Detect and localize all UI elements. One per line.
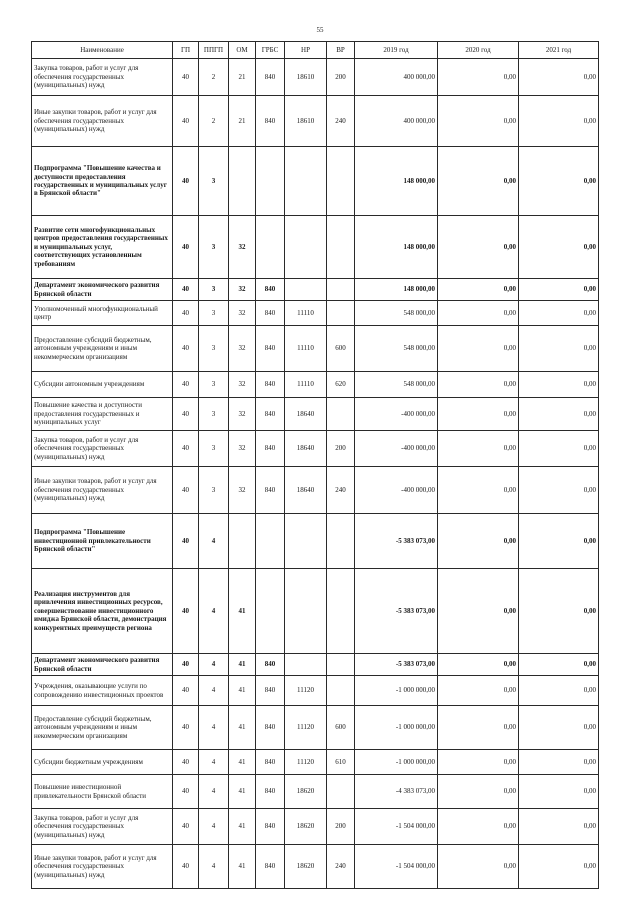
page-number: 55 [316, 26, 324, 34]
cell-y2019: -400 000,00 [355, 467, 438, 514]
cell-om: 41 [229, 809, 256, 845]
cell-ppgp: 4 [199, 775, 229, 809]
cell-vr: 600 [327, 326, 355, 372]
cell-y2020: 0,00 [438, 809, 519, 845]
cell-grbs: 840 [256, 676, 285, 706]
table-row [32, 676, 599, 706]
cell-y2021: 0,00 [519, 279, 599, 301]
cell-om: 41 [229, 775, 256, 809]
cell-y2021: 0,00 [519, 398, 599, 431]
cell-vr: 200 [327, 59, 355, 96]
cell-om: 41 [229, 676, 256, 706]
cell-gp: 40 [173, 59, 199, 96]
table-header-row [32, 42, 599, 59]
cell-name: Иные закупки товаров, работ и услуг для обеспечения государственных (муниципальных) нужд [32, 845, 173, 889]
cell-grbs: 840 [256, 301, 285, 326]
cell-name: Предоставление субсидий бюджетным, автономным учреждениям и иным некоммерческим организациям [32, 326, 173, 372]
cell-ppgp: 4 [199, 750, 229, 775]
cell-gp: 40 [173, 326, 199, 372]
cell-y2021: 0,00 [519, 676, 599, 706]
cell-y2021: 0,00 [519, 431, 599, 467]
cell-ppgp: 2 [199, 96, 229, 147]
col-header-2019: 2019 год [355, 42, 438, 59]
cell-gp: 40 [173, 775, 199, 809]
cell-y2019: 400 000,00 [355, 59, 438, 96]
cell-vr: 200 [327, 431, 355, 467]
cell-y2019: -1 504 000,00 [355, 809, 438, 845]
cell-vr: 600 [327, 706, 355, 750]
cell-vr: 240 [327, 467, 355, 514]
cell-name: Департамент экономического развития Брянской области [32, 654, 173, 676]
cell-y2019: -4 383 073,00 [355, 775, 438, 809]
cell-ppgp: 3 [199, 326, 229, 372]
cell-ppgp: 4 [199, 569, 229, 654]
cell-np: 18640 [285, 398, 327, 431]
cell-np: 11120 [285, 750, 327, 775]
cell-om: 32 [229, 372, 256, 398]
cell-np: 18620 [285, 809, 327, 845]
cell-ppgp: 3 [199, 279, 229, 301]
cell-om: 32 [229, 326, 256, 372]
cell-ppgp: 3 [199, 467, 229, 514]
cell-y2020: 0,00 [438, 398, 519, 431]
cell-om [229, 514, 256, 569]
cell-ppgp: 2 [199, 59, 229, 96]
cell-y2019: -1 000 000,00 [355, 750, 438, 775]
cell-name: Субсидии бюджетным учреждениям [32, 750, 173, 775]
cell-y2020: 0,00 [438, 326, 519, 372]
cell-np: 18620 [285, 775, 327, 809]
cell-gp: 40 [173, 147, 199, 216]
col-header-vr: ВР [327, 42, 355, 59]
cell-y2020: 0,00 [438, 301, 519, 326]
cell-ppgp: 4 [199, 809, 229, 845]
cell-grbs: 840 [256, 59, 285, 96]
cell-om: 41 [229, 750, 256, 775]
cell-y2021: 0,00 [519, 654, 599, 676]
cell-y2021: 0,00 [519, 326, 599, 372]
cell-grbs [256, 514, 285, 569]
cell-vr [327, 569, 355, 654]
cell-name: Закупка товаров, работ и услуг для обеспечения государственных (муниципальных) нужд [32, 431, 173, 467]
cell-y2019: -5 383 073,00 [355, 569, 438, 654]
cell-y2021: 0,00 [519, 750, 599, 775]
cell-grbs [256, 147, 285, 216]
cell-y2021: 0,00 [519, 96, 599, 147]
cell-gp: 40 [173, 431, 199, 467]
cell-name: Закупка товаров, работ и услуг для обеспечения государственных (муниципальных) нужд [32, 59, 173, 96]
table-row [32, 147, 599, 216]
cell-y2019: 148 000,00 [355, 279, 438, 301]
cell-np: 18640 [285, 431, 327, 467]
cell-om: 41 [229, 569, 256, 654]
cell-np: 11120 [285, 706, 327, 750]
cell-grbs [256, 569, 285, 654]
cell-om: 41 [229, 654, 256, 676]
cell-grbs: 840 [256, 845, 285, 889]
cell-vr [327, 398, 355, 431]
cell-y2020: 0,00 [438, 676, 519, 706]
cell-y2021: 0,00 [519, 147, 599, 216]
cell-y2020: 0,00 [438, 96, 519, 147]
cell-om [229, 147, 256, 216]
cell-name: Повышение качества и доступности предоставления государственных и муниципальных услуг [32, 398, 173, 431]
cell-gp: 40 [173, 216, 199, 279]
cell-grbs: 840 [256, 750, 285, 775]
cell-vr: 240 [327, 96, 355, 147]
cell-grbs: 840 [256, 809, 285, 845]
cell-om: 32 [229, 279, 256, 301]
cell-vr: 240 [327, 845, 355, 889]
cell-y2021: 0,00 [519, 59, 599, 96]
cell-y2020: 0,00 [438, 216, 519, 279]
cell-grbs: 840 [256, 96, 285, 147]
cell-gp: 40 [173, 569, 199, 654]
cell-om: 32 [229, 301, 256, 326]
cell-np: 11120 [285, 676, 327, 706]
cell-y2021: 0,00 [519, 569, 599, 654]
cell-om: 41 [229, 845, 256, 889]
cell-ppgp: 3 [199, 398, 229, 431]
table-row [32, 809, 599, 845]
col-header-name: Наименование [32, 42, 173, 59]
col-header-np: НР [285, 42, 327, 59]
cell-om: 32 [229, 431, 256, 467]
cell-vr [327, 676, 355, 706]
table-row [32, 775, 599, 809]
col-header-2020: 2020 год [438, 42, 519, 59]
cell-y2020: 0,00 [438, 147, 519, 216]
cell-y2021: 0,00 [519, 372, 599, 398]
cell-name: Предоставление субсидий бюджетным, автономным учреждениям и иным некоммерческим организациям [32, 706, 173, 750]
table-row [32, 279, 599, 301]
cell-vr: 610 [327, 750, 355, 775]
cell-grbs: 840 [256, 775, 285, 809]
table-row [32, 372, 599, 398]
cell-grbs: 840 [256, 398, 285, 431]
cell-vr [327, 301, 355, 326]
cell-vr [327, 216, 355, 279]
col-header-grbs: ГРБС [256, 42, 285, 59]
cell-ppgp: 4 [199, 676, 229, 706]
table-row [32, 216, 599, 279]
cell-gp: 40 [173, 514, 199, 569]
cell-gp: 40 [173, 301, 199, 326]
table-row [32, 96, 599, 147]
cell-ppgp: 3 [199, 216, 229, 279]
table-row [32, 59, 599, 96]
cell-y2020: 0,00 [438, 654, 519, 676]
cell-np: 11110 [285, 326, 327, 372]
cell-np: 18610 [285, 59, 327, 96]
cell-name: Развитие сети многофункциональных центров предоставления государственных и муниципальных услуг, соответствующих установленным требованиям [32, 216, 173, 279]
cell-y2020: 0,00 [438, 59, 519, 96]
cell-np [285, 147, 327, 216]
cell-grbs: 840 [256, 654, 285, 676]
table-row [32, 706, 599, 750]
cell-y2019: 148 000,00 [355, 216, 438, 279]
cell-y2021: 0,00 [519, 301, 599, 326]
cell-name: Реализация инструментов для привлечения инвестиционных ресурсов, совершенствование инвестиционного имиджа Брянской области, демонстрация конкурентных преимуществ региона [32, 569, 173, 654]
cell-om: 32 [229, 216, 256, 279]
cell-name: Иные закупки товаров, работ и услуг для обеспечения государственных (муниципальных) нужд [32, 96, 173, 147]
cell-om: 32 [229, 398, 256, 431]
table-row [32, 301, 599, 326]
cell-gp: 40 [173, 96, 199, 147]
cell-ppgp: 4 [199, 706, 229, 750]
cell-grbs: 840 [256, 467, 285, 514]
cell-gp: 40 [173, 676, 199, 706]
table-row [32, 467, 599, 514]
cell-gp: 40 [173, 706, 199, 750]
cell-np: 18620 [285, 845, 327, 889]
cell-name: Подпрограмма "Повышение инвестиционной привлекательности Брянской области" [32, 514, 173, 569]
cell-ppgp: 3 [199, 372, 229, 398]
cell-vr [327, 654, 355, 676]
cell-y2019: -1 000 000,00 [355, 676, 438, 706]
cell-y2019: -5 383 073,00 [355, 654, 438, 676]
cell-ppgp: 3 [199, 301, 229, 326]
table-row [32, 654, 599, 676]
cell-y2019: -1 000 000,00 [355, 706, 438, 750]
cell-ppgp: 4 [199, 845, 229, 889]
cell-vr: 200 [327, 809, 355, 845]
cell-np: 11110 [285, 372, 327, 398]
cell-y2020: 0,00 [438, 279, 519, 301]
cell-y2021: 0,00 [519, 467, 599, 514]
cell-om: 21 [229, 96, 256, 147]
cell-y2019: -1 504 000,00 [355, 845, 438, 889]
cell-gp: 40 [173, 654, 199, 676]
col-header-ppgp: ППГП [199, 42, 229, 59]
col-header-2021: 2021 год [519, 42, 599, 59]
cell-om: 21 [229, 59, 256, 96]
cell-y2019: -5 383 073,00 [355, 514, 438, 569]
cell-grbs: 840 [256, 431, 285, 467]
cell-y2020: 0,00 [438, 514, 519, 569]
cell-y2020: 0,00 [438, 431, 519, 467]
cell-grbs: 840 [256, 279, 285, 301]
cell-name: Уполномоченный многофункциональный центр [32, 301, 173, 326]
cell-np [285, 654, 327, 676]
cell-gp: 40 [173, 372, 199, 398]
cell-om: 32 [229, 467, 256, 514]
table-row [32, 431, 599, 467]
cell-y2019: -400 000,00 [355, 431, 438, 467]
cell-gp: 40 [173, 809, 199, 845]
cell-y2020: 0,00 [438, 750, 519, 775]
cell-name: Закупка товаров, работ и услуг для обеспечения государственных (муниципальных) нужд [32, 809, 173, 845]
cell-name: Департамент экономического развития Брянской области [32, 279, 173, 301]
cell-ppgp: 4 [199, 514, 229, 569]
col-header-gp: ГП [173, 42, 199, 59]
cell-y2021: 0,00 [519, 775, 599, 809]
cell-name: Субсидии автономным учреждениям [32, 372, 173, 398]
cell-np: 11110 [285, 301, 327, 326]
col-header-om: ОМ [229, 42, 256, 59]
cell-np: 18610 [285, 96, 327, 147]
cell-y2020: 0,00 [438, 569, 519, 654]
cell-np [285, 569, 327, 654]
cell-ppgp: 3 [199, 431, 229, 467]
cell-gp: 40 [173, 467, 199, 514]
cell-y2021: 0,00 [519, 216, 599, 279]
budget-table [31, 41, 599, 889]
cell-y2021: 0,00 [519, 809, 599, 845]
cell-grbs: 840 [256, 326, 285, 372]
cell-name: Иные закупки товаров, работ и услуг для обеспечения государственных (муниципальных) нужд [32, 467, 173, 514]
table-row [32, 569, 599, 654]
cell-vr [327, 279, 355, 301]
cell-y2020: 0,00 [438, 845, 519, 889]
cell-y2020: 0,00 [438, 467, 519, 514]
cell-y2021: 0,00 [519, 845, 599, 889]
cell-vr [327, 514, 355, 569]
table-row [32, 514, 599, 569]
cell-np [285, 279, 327, 301]
cell-grbs [256, 216, 285, 279]
cell-y2019: 548 000,00 [355, 372, 438, 398]
cell-vr [327, 147, 355, 216]
cell-np [285, 514, 327, 569]
cell-np: 18640 [285, 467, 327, 514]
table-row [32, 750, 599, 775]
cell-y2020: 0,00 [438, 706, 519, 750]
cell-y2020: 0,00 [438, 775, 519, 809]
cell-name: Повышение инвестиционной привлекательности Брянской области [32, 775, 173, 809]
cell-y2019: 400 000,00 [355, 96, 438, 147]
cell-ppgp: 4 [199, 654, 229, 676]
cell-gp: 40 [173, 279, 199, 301]
cell-gp: 40 [173, 750, 199, 775]
cell-y2019: 148 000,00 [355, 147, 438, 216]
cell-grbs: 840 [256, 706, 285, 750]
cell-name: Учреждения, оказывающие услуги по сопровождению инвестиционных проектов [32, 676, 173, 706]
cell-vr: 620 [327, 372, 355, 398]
cell-y2020: 0,00 [438, 372, 519, 398]
cell-y2019: 548 000,00 [355, 301, 438, 326]
cell-grbs: 840 [256, 372, 285, 398]
table-row [32, 845, 599, 889]
cell-name: Подпрограмма "Повышение качества и доступности предоставления государственных и муниципальных услуг в Брянской области" [32, 147, 173, 216]
cell-np [285, 216, 327, 279]
cell-vr [327, 775, 355, 809]
cell-gp: 40 [173, 398, 199, 431]
cell-y2019: 548 000,00 [355, 326, 438, 372]
cell-om: 41 [229, 706, 256, 750]
cell-gp: 40 [173, 845, 199, 889]
table-row [32, 326, 599, 372]
cell-y2019: -400 000,00 [355, 398, 438, 431]
cell-y2021: 0,00 [519, 514, 599, 569]
cell-ppgp: 3 [199, 147, 229, 216]
table-row [32, 398, 599, 431]
cell-y2021: 0,00 [519, 706, 599, 750]
